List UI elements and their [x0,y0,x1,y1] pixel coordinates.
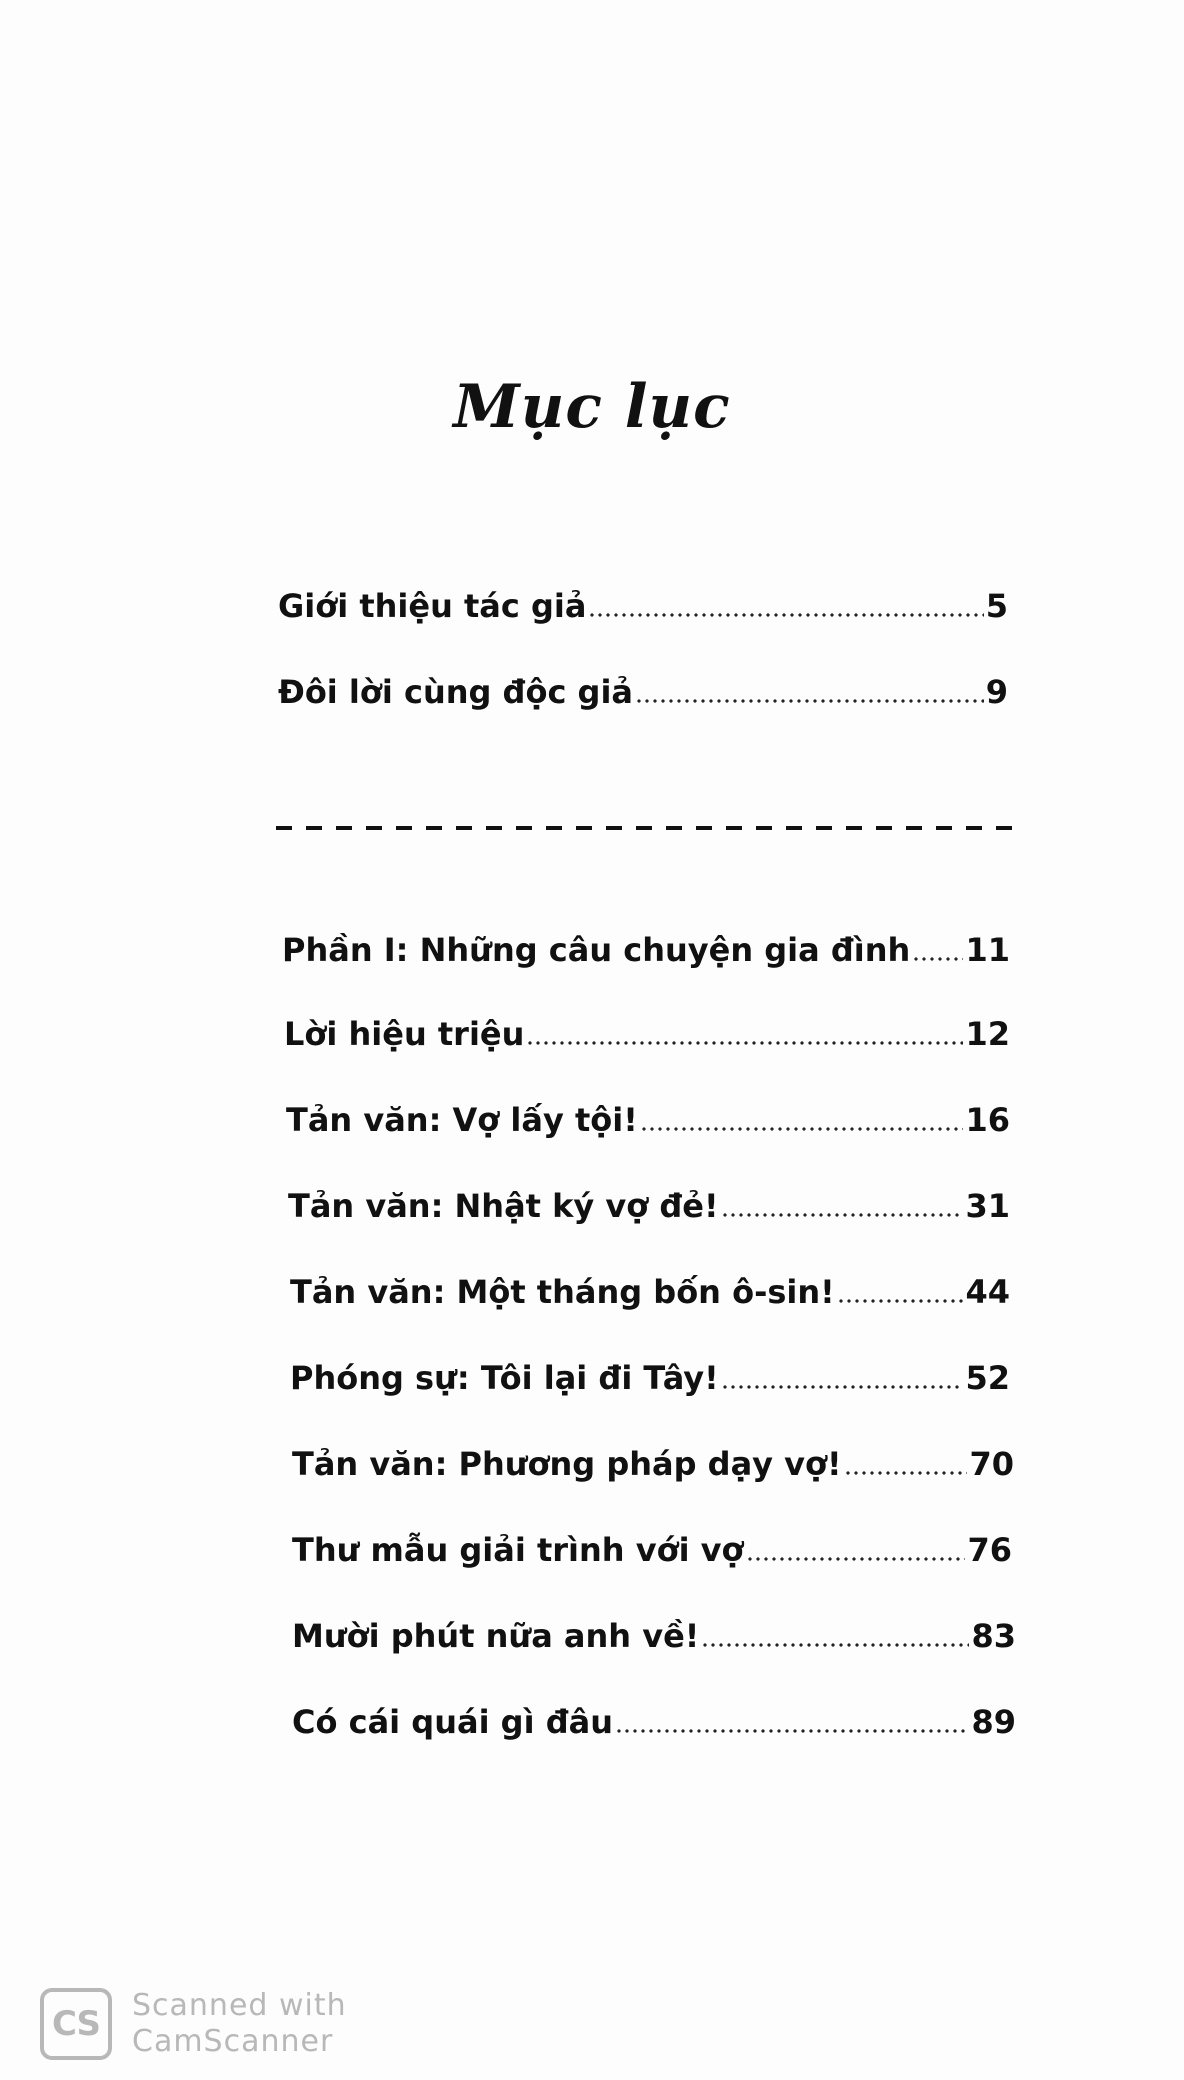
watermark-line1: Scanned with [132,1988,347,2023]
toc-entry-label: Có cái quái gì đâu [292,1703,613,1741]
toc-entry [286,1098,1010,1142]
toc-entry-page: 31 [965,1187,1010,1225]
toc-entry [288,1184,1010,1228]
toc-entry-page: 44 [965,1273,1010,1311]
dot-leader [912,956,963,962]
toc-entry-page: 9 [985,673,1008,711]
toc-entry-label: Phóng sự: Tôi lại đi Tây! [290,1359,719,1397]
dot-leader [837,1298,964,1304]
toc-entry-page: 70 [969,1445,1014,1483]
dot-leader [635,698,984,704]
dot-leader [701,1642,969,1648]
toc-entry [292,1528,1012,1572]
toc-entry-label: Thư mẫu giải trình với vợ [292,1531,744,1569]
dot-leader [721,1384,964,1390]
toc-entry-page: 89 [971,1703,1016,1741]
toc-entry-label: Tản văn: Phương pháp dạy vợ! [292,1445,842,1483]
dashed-divider [276,826,1012,830]
dot-leader [588,612,983,618]
toc-entry-page: 76 [967,1531,1012,1569]
toc-entry [290,1356,1010,1400]
toc-entry-page: 5 [985,587,1008,625]
toc-entry-label: Tản văn: Vợ lấy tội! [286,1101,638,1139]
toc-entry-page: 52 [965,1359,1010,1397]
dot-leader [615,1728,970,1734]
toc-entry-label: Lời hiệu triệu [284,1015,525,1053]
toc-entry [292,1700,1016,1744]
toc-entry-page: 83 [971,1617,1016,1655]
dot-leader [746,1556,966,1562]
toc-entry-label: Mười phút nữa anh về! [292,1617,700,1655]
camscanner-logo-icon: CS [40,1988,112,2060]
toc-entry-page: 16 [965,1101,1010,1139]
toc-entry [284,1012,1010,1056]
toc-entry [292,1442,1014,1486]
watermark-text [132,1988,347,2060]
toc-entry [290,1270,1010,1314]
toc-entry-label: Tản văn: Nhật ký vợ đẻ! [288,1187,719,1225]
toc-entry-page: 11 [965,931,1010,969]
camscanner-watermark [40,1988,347,2060]
dot-leader [640,1126,964,1132]
toc-entry-page: 12 [965,1015,1010,1053]
toc-entry-label: Tản văn: Một tháng bốn ô-sin! [290,1273,835,1311]
toc-entry [278,584,1008,628]
dot-leader [844,1470,968,1476]
toc-entry-label: Đôi lời cùng độc giả [278,673,634,711]
watermark-line2: CamScanner [132,2024,334,2059]
dot-leader [721,1212,964,1218]
page-title: Mục lục [453,372,731,442]
toc-entry-label: Giới thiệu tác giả [278,587,587,625]
toc-entry [278,670,1008,714]
toc-entry-label: Phần I: Những câu chuyện gia đình [282,931,911,969]
toc-entry [292,1614,1016,1658]
dot-leader [526,1040,963,1046]
toc-entry [282,928,1010,972]
